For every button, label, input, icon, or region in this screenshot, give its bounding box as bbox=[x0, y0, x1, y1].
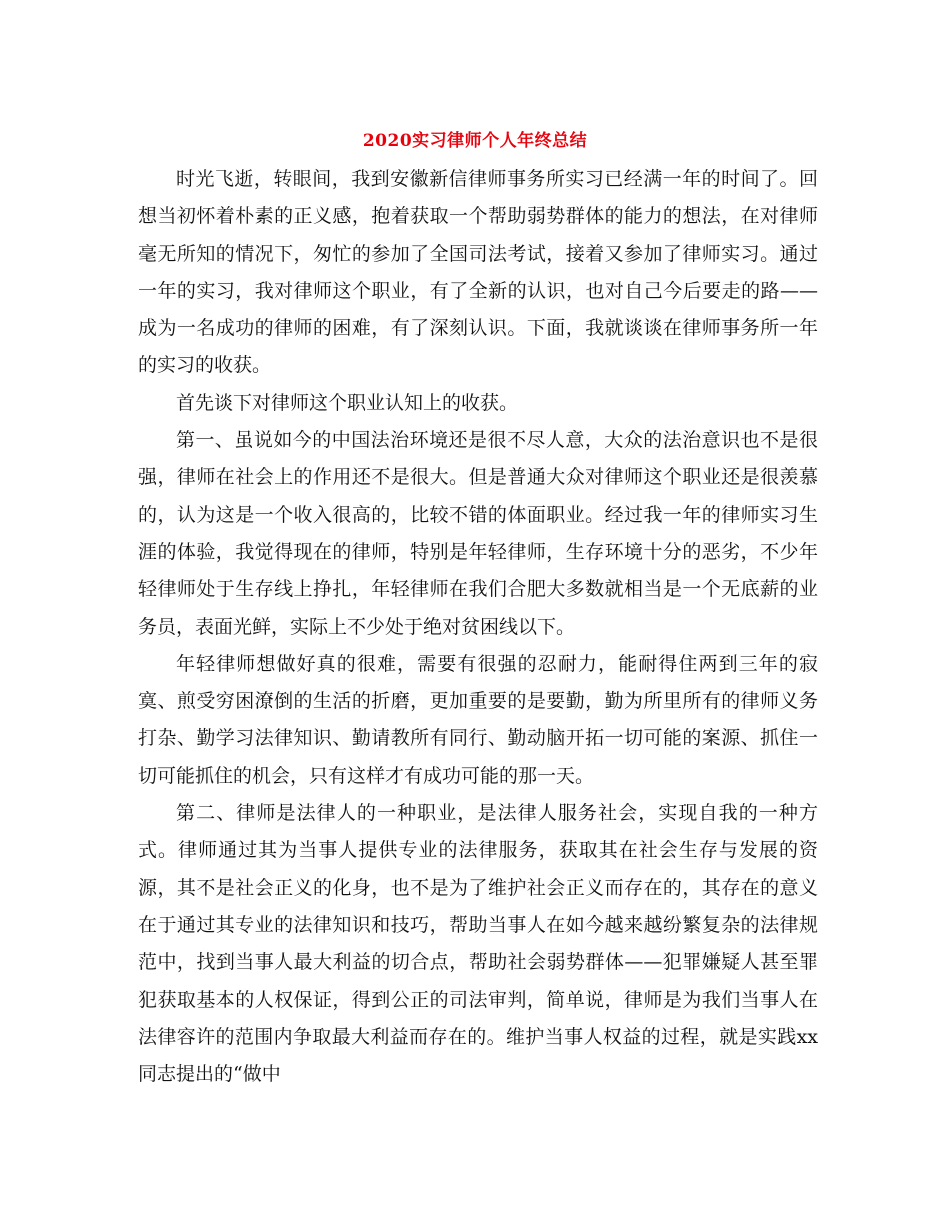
document-title: 2020实习律师个人年终总结 bbox=[362, 131, 588, 151]
paragraph-point-one: 第一、虽说如今的中国法治环境还是很不尽人意，大众的法治意识也不是很强，律师在社会上的作用还不是很大。但是普通大众对律师这个职业还是很羡慕的，认为这是一个收入很高的，比较不错的体面职业。经过我一年的律师实习生涯的体验，我觉得现在的律师，特别是年轻律师，生存环境十分的恶劣，不少年轻律师处于生存线上挣扎，年轻律师在我们合肥大多数就相当是一个无底薪的业务员，表面光鲜，实际上不少处于绝对贫困线以下。 bbox=[138, 429, 818, 638]
paragraph-intro: 时光飞逝，转眼间，我到安徽新信律师事务所实习已经满一年的时间了。回想当初怀着朴素的正义感，抱着获取一个帮助弱势群体的能力的想法，在对律师毫无所知的情况下，匆忙的参加了全国司法考试，接着又参加了律师实习。通过一年的实习，我对律师这个职业，有了全新的认识，也对自己今后要走的路——成为一名成功的律师的困难，有了深刻认识。下面，我就谈谈在律师事务所一年的实习的收获。 bbox=[138, 168, 818, 377]
paragraph-point-two: 第二、律师是法律人的一种职业，是法律人服务社会，实现自我的一种方式。律师通过其为当事人提供专业的法律服务，获取其在社会生存与发展的资源，其不是社会正义的化身，也不是为了维护社会正义而存在的，其存在的意义在于通过其专业的法律知识和技巧，帮助当事人在如今越来越纷繁复杂的法律规范中，找到当事人最大利益的切合点，帮助社会弱势群体——犯罪嫌疑人甚至罪犯获取基本的人权保证，得到公正的司法审判，简单说，律师是为我们当事人在法律容许的范围内争取最大利益而存在的。维护当事人权益的过程，就是实践xx同志提出的“做中 bbox=[138, 802, 818, 1086]
paragraph-career-awareness: 首先谈下对律师这个职业认知上的收获。 bbox=[176, 391, 519, 414]
document-body bbox=[138, 160, 818, 1086]
paragraph-young-lawyers: 年轻律师想做好真的很难，需要有很强的忍耐力，能耐得住两到三年的寂寞、煎受穷困潦倒的生活的折磨，更加重要的是要勤，勤为所里所有的律师义务打杂、勤学习法律知识、勤请教所有同行、勤动脑开拓一切可能的案源、抓住一切可能抓住的机会，只有这样才有成功可能的那一天。 bbox=[138, 652, 818, 787]
